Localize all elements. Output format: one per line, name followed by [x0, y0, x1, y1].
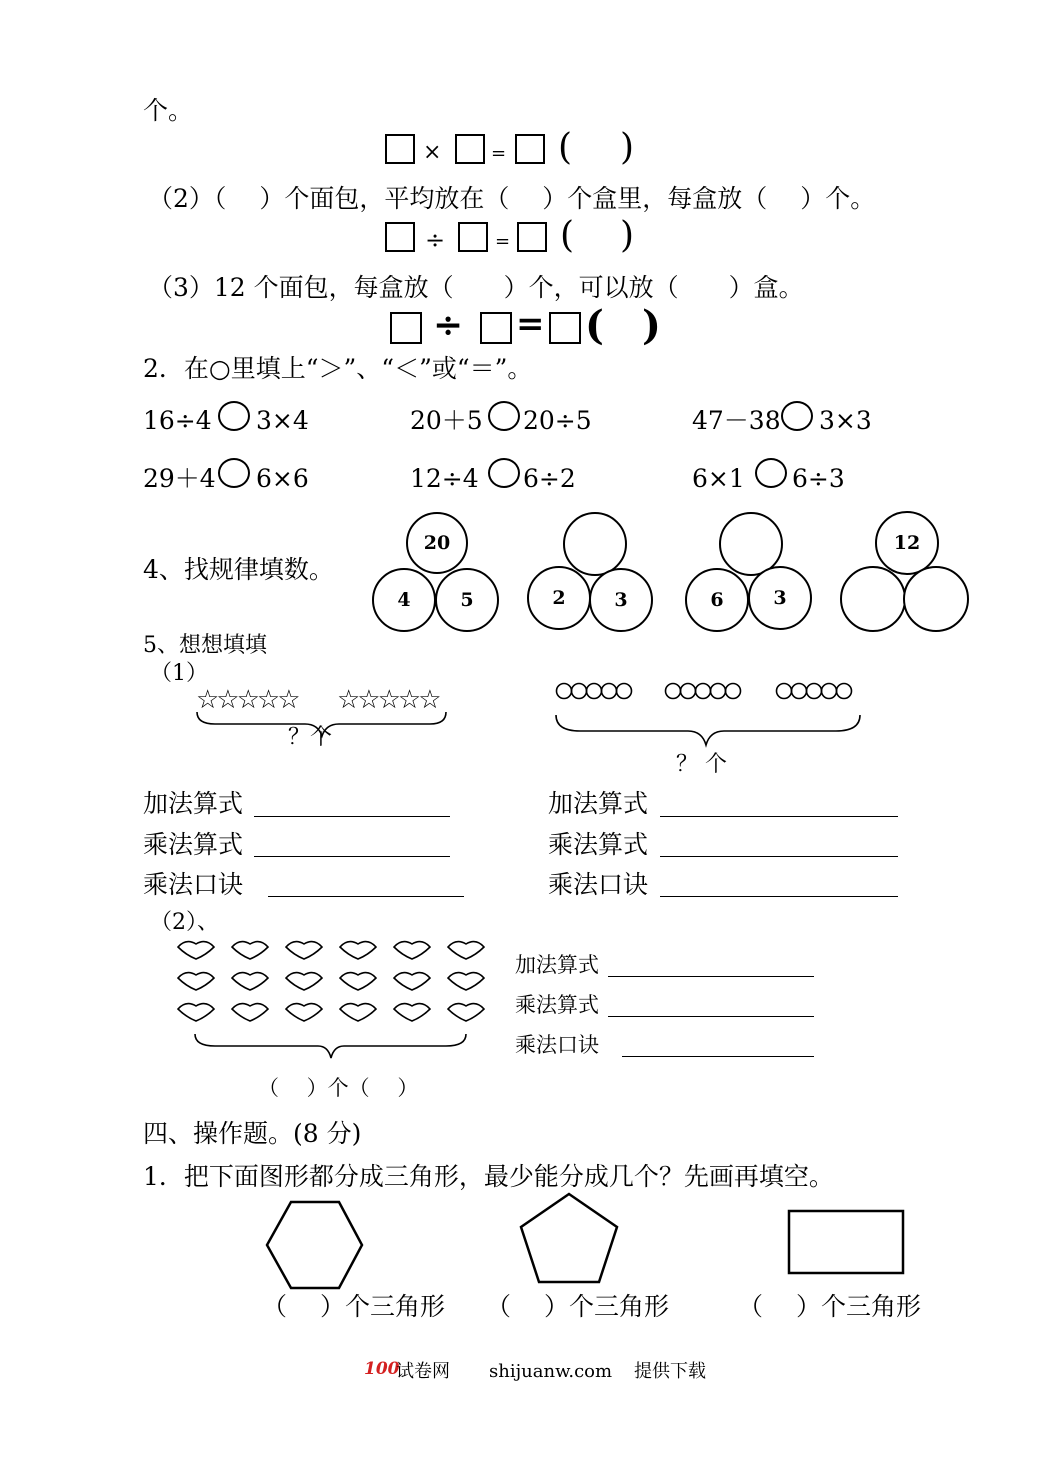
- think-title: 5、想想填填: [143, 633, 267, 658]
- divide-sign: ÷: [433, 304, 464, 346]
- compare-left: 6×1: [692, 464, 745, 493]
- question-2-text: （2）（ ）个面包，平均放在（ ）个盒里，每盒放（ ）个。: [148, 184, 876, 213]
- paren-close: ): [620, 215, 635, 256]
- equals-sign: =: [491, 143, 507, 164]
- compare-left: 12÷4: [410, 464, 479, 493]
- star-group-left: ☆☆☆☆☆: [196, 685, 298, 715]
- equals-sign: =: [495, 231, 511, 252]
- paren-close: ): [620, 127, 635, 168]
- pentagon-shape: [521, 1194, 617, 1282]
- mul-formula-label: 乘法算式: [515, 993, 599, 1017]
- site-logo: 100: [364, 1359, 400, 1379]
- compare-right: 6×6: [256, 464, 309, 493]
- rhyme-blank[interactable]: [268, 896, 464, 897]
- part-2-label: （2）、: [150, 910, 219, 935]
- brace-icon: [556, 715, 860, 745]
- pattern-top-circle: 12: [875, 511, 939, 575]
- mul-formula-blank[interactable]: [254, 856, 450, 857]
- part-1-label: （1）: [150, 661, 208, 686]
- compare-left: 16÷4: [143, 406, 212, 435]
- footer-note: 提供下载: [634, 1361, 706, 1382]
- mul-formula-blank[interactable]: [608, 1016, 814, 1017]
- section-4-title: 四、操作题。(8 分): [143, 1119, 362, 1148]
- pattern-left-circle: 6: [685, 568, 749, 632]
- divide-sign: ÷: [425, 226, 446, 254]
- paren-close: ): [642, 302, 661, 349]
- compare-right: 6÷3: [792, 464, 845, 493]
- paren-open: (: [585, 302, 604, 349]
- mul-formula-blank[interactable]: [660, 856, 898, 857]
- text-line-ge: 个。: [143, 96, 194, 125]
- add-formula-blank[interactable]: [608, 976, 814, 977]
- equals-sign: =: [516, 304, 545, 344]
- brace-icon: [195, 1034, 466, 1058]
- circle-groups: [557, 684, 852, 699]
- paren-open: (: [560, 215, 575, 256]
- hexagon-shape: [267, 1202, 362, 1288]
- add-formula-blank[interactable]: [254, 816, 450, 817]
- add-formula-label: 加法算式: [515, 953, 599, 977]
- pattern-left-circle: 2: [527, 566, 591, 630]
- add-formula-label: 加法算式: [143, 789, 244, 818]
- heart-grid: [178, 942, 484, 1021]
- mul-formula-label: 乘法算式: [143, 830, 244, 859]
- section-2-title: 2．在○里填上“＞”、“＜”或“＝”。: [143, 354, 533, 383]
- add-formula-blank[interactable]: [660, 816, 898, 817]
- question-3-text: （3）12 个面包，每盒放（ ）个，可以放（ ）盒。: [148, 273, 804, 302]
- count-label-left: ？个: [288, 725, 333, 750]
- paren-open: (: [558, 127, 573, 168]
- count-label-right: ？ 个: [676, 752, 727, 777]
- rhyme-label: 乘法口诀: [143, 870, 244, 899]
- compare-left: 20＋5: [410, 406, 483, 435]
- site-name: 试卷网: [396, 1361, 450, 1382]
- pattern-right-circle: 3: [748, 566, 812, 630]
- pattern-title: 4、找规律填数。: [143, 555, 334, 584]
- rectangle-shape: [789, 1211, 903, 1273]
- pentagon-answer: （ ）个三角形: [486, 1292, 669, 1321]
- site-domain[interactable]: shijuanw.com: [489, 1361, 613, 1382]
- pattern-right-circle: 3: [589, 568, 653, 632]
- rectangle-answer: （ ）个三角形: [738, 1292, 921, 1321]
- compare-right: 6÷2: [523, 464, 576, 493]
- compare-right: 20÷5: [523, 406, 592, 435]
- compare-left: 47－38: [692, 406, 781, 435]
- compare-left: 29＋4: [143, 464, 216, 493]
- hexagon-answer: （ ）个三角形: [262, 1292, 445, 1321]
- pattern-right-circle: 5: [435, 568, 499, 632]
- add-formula-label: 加法算式: [548, 789, 649, 818]
- section-4-question-1: 1．把下面图形都分成三角形，最少能分成几个？先画再填空。: [143, 1162, 834, 1191]
- pattern-top-circle[interactable]: 20: [406, 512, 468, 574]
- rhyme-label: 乘法口诀: [548, 870, 649, 899]
- mul-formula-label: 乘法算式: [548, 830, 649, 859]
- star-group-right: ☆☆☆☆☆: [337, 685, 439, 715]
- rhyme-blank[interactable]: [622, 1056, 814, 1057]
- heart-count-caption: （ ）个（ ）: [258, 1076, 419, 1100]
- compare-right: 3×4: [256, 406, 309, 435]
- rhyme-blank[interactable]: [660, 896, 898, 897]
- compare-right: 3×3: [819, 406, 872, 435]
- pattern-left-circle: 4: [372, 568, 436, 632]
- rhyme-label: 乘法口诀: [515, 1033, 599, 1057]
- times-sign: ×: [423, 140, 442, 165]
